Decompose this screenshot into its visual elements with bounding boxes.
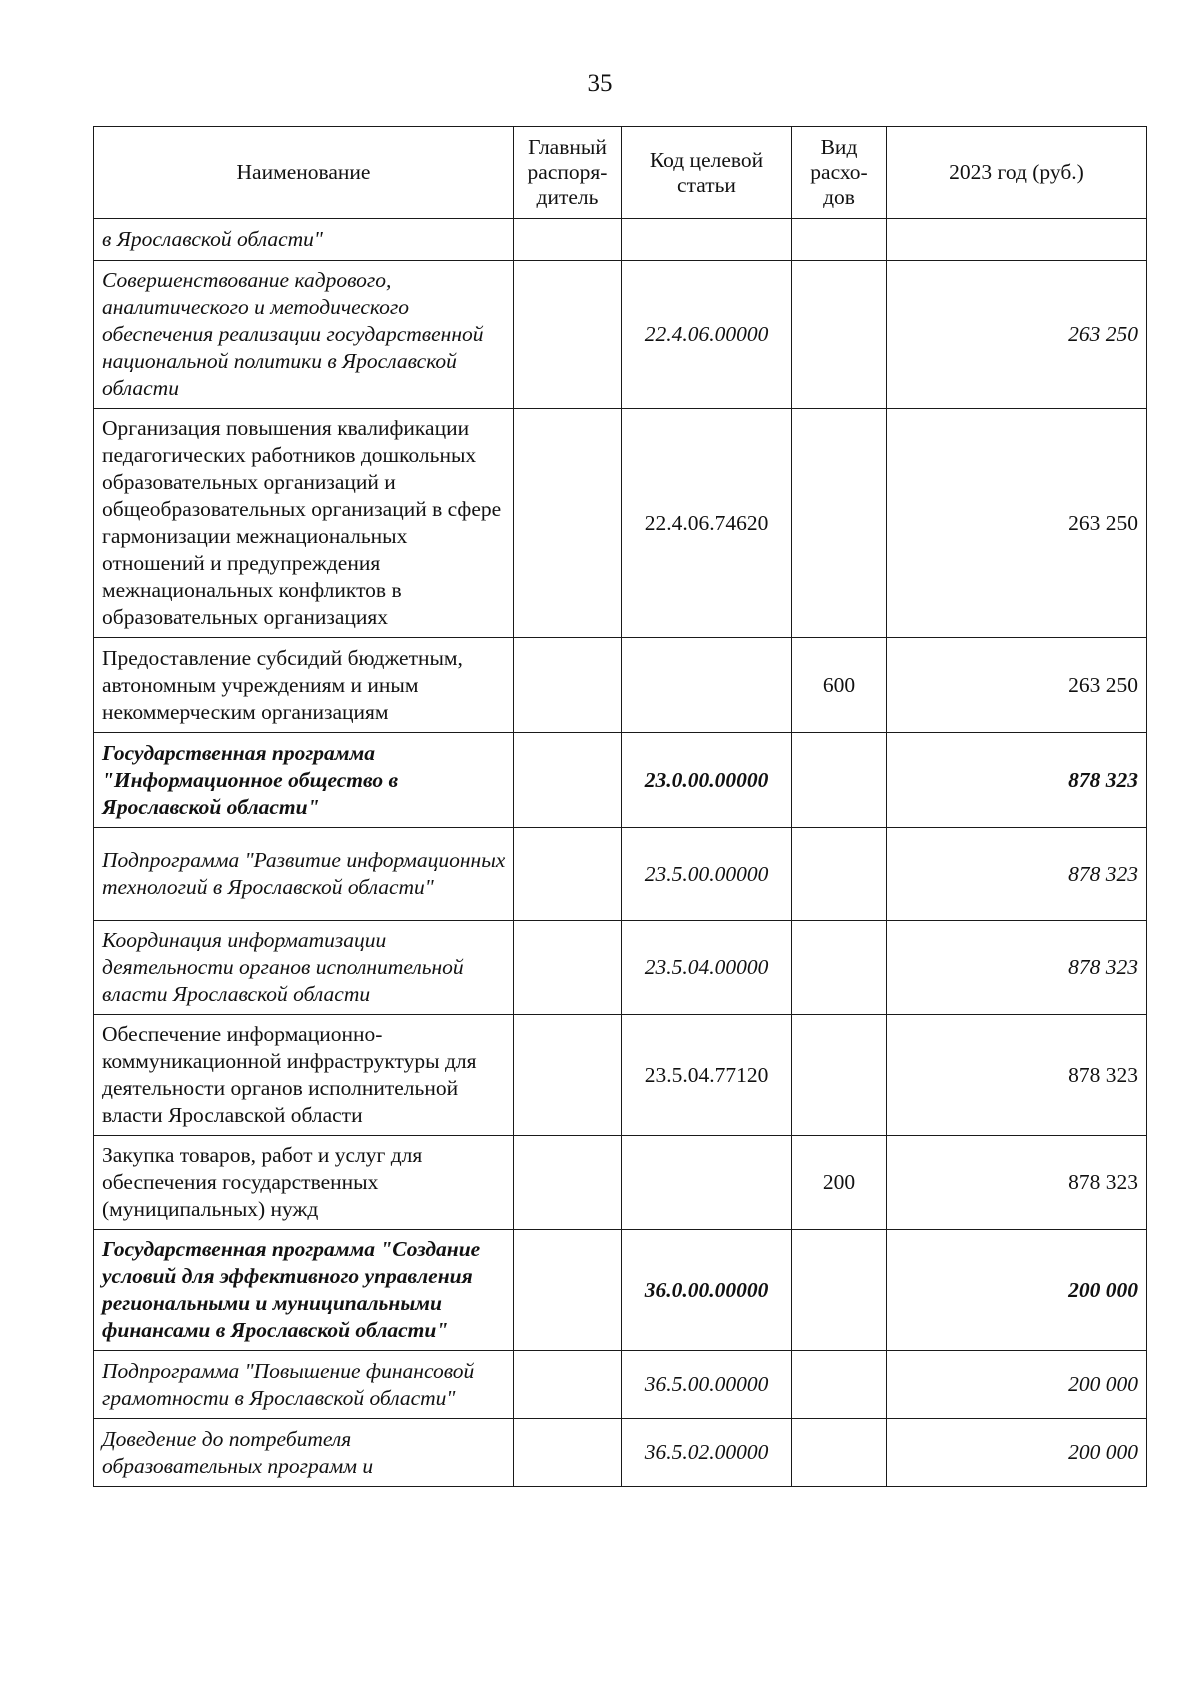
row-main-admin [514,828,622,921]
table-row [94,921,1147,1015]
row-main-admin [514,1136,622,1230]
row-expense-type: 200 [792,1136,887,1230]
row-name: в Ярославской области" [94,219,514,261]
row-name: Подпрограмма "Развитие информационных технологий в Ярославской области" [94,828,514,921]
row-amount: 263 250 [887,261,1147,409]
row-name: Обеспечение информационно-коммуникационной инфраструктуры для деятельности органов исполнительной власти Ярославской области [94,1015,514,1136]
row-amount: 200 000 [887,1351,1147,1419]
row-main-admin [514,1230,622,1351]
column-header-target-code: Код целевой статьи [622,127,792,219]
row-target-code: 36.0.00.00000 [622,1230,792,1351]
row-expense-type [792,921,887,1015]
table-row [94,261,1147,409]
column-header-name: Наименование [94,127,514,219]
table-row [94,1351,1147,1419]
table-row [94,1015,1147,1136]
column-header-expense-type: Вид расхо-дов [792,127,887,219]
row-main-admin [514,219,622,261]
row-amount: 878 323 [887,828,1147,921]
row-name: Государственная программа "Информационное общество в Ярославской области" [94,733,514,828]
row-target-code: 22.4.06.74620 [622,409,792,638]
page-number: 35 [587,70,613,97]
table-row [94,828,1147,921]
table-row [94,1419,1147,1487]
row-expense-type: 600 [792,638,887,733]
row-main-admin [514,409,622,638]
budget-table [93,126,1147,1487]
row-expense-type [792,1419,887,1487]
row-main-admin [514,1419,622,1487]
row-name: Совершенствование кадрового, аналитического и методического обеспечения реализации государственной национальной политики в Ярославской области [94,261,514,409]
row-target-code: 36.5.00.00000 [622,1351,792,1419]
row-target-code: 23.5.00.00000 [622,828,792,921]
row-target-code [622,219,792,261]
row-name: Координация информатизации деятельности органов исполнительной власти Ярославской области [94,921,514,1015]
row-expense-type [792,261,887,409]
row-expense-type [792,1015,887,1136]
row-expense-type [792,1230,887,1351]
row-main-admin [514,261,622,409]
row-amount: 878 323 [887,921,1147,1015]
row-expense-type [792,828,887,921]
row-target-code [622,1136,792,1230]
row-main-admin [514,1351,622,1419]
row-name: Государственная программа "Создание условий для эффективного управления региональными и муниципальными финансами в Ярославской области" [94,1230,514,1351]
row-expense-type [792,409,887,638]
row-expense-type [792,219,887,261]
row-main-admin [514,638,622,733]
row-name: Закупка товаров, работ и услуг для обеспечения государственных (муниципальных) нужд [94,1136,514,1230]
row-target-code: 23.5.04.77120 [622,1015,792,1136]
row-amount: 263 250 [887,638,1147,733]
row-name: Организация повышения квалификации педагогических работников дошкольных образовательных организаций и общеобразовательных организаций в сфере гармонизации межнациональных отношений и предупреждения межнациональных конфликтов в образовательных организациях [94,409,514,638]
column-header-main-admin: Главный распоря-дитель [514,127,622,219]
column-header-amount: 2023 год (руб.) [887,127,1147,219]
table-row [94,219,1147,261]
row-target-code: 23.0.00.00000 [622,733,792,828]
row-amount: 263 250 [887,409,1147,638]
table-header-row [94,127,1147,219]
row-name: Предоставление субсидий бюджетным, автономным учреждениям и иным некоммерческим организациям [94,638,514,733]
row-main-admin [514,733,622,828]
row-expense-type [792,1351,887,1419]
table-row [94,1230,1147,1351]
table-row [94,1136,1147,1230]
row-target-code: 23.5.04.00000 [622,921,792,1015]
table-row [94,409,1147,638]
row-target-code: 36.5.02.00000 [622,1419,792,1487]
row-amount: 200 000 [887,1419,1147,1487]
row-name: Подпрограмма "Повышение финансовой грамотности в Ярославской области" [94,1351,514,1419]
row-main-admin [514,1015,622,1136]
row-target-code [622,638,792,733]
row-target-code: 22.4.06.00000 [622,261,792,409]
row-amount: 878 323 [887,733,1147,828]
row-amount: 878 323 [887,1136,1147,1230]
row-amount [887,219,1147,261]
row-amount: 878 323 [887,1015,1147,1136]
row-amount: 200 000 [887,1230,1147,1351]
table-row [94,638,1147,733]
row-main-admin [514,921,622,1015]
row-expense-type [792,733,887,828]
row-name: Доведение до потребителя образовательных программ и [94,1419,514,1487]
table-row [94,733,1147,828]
